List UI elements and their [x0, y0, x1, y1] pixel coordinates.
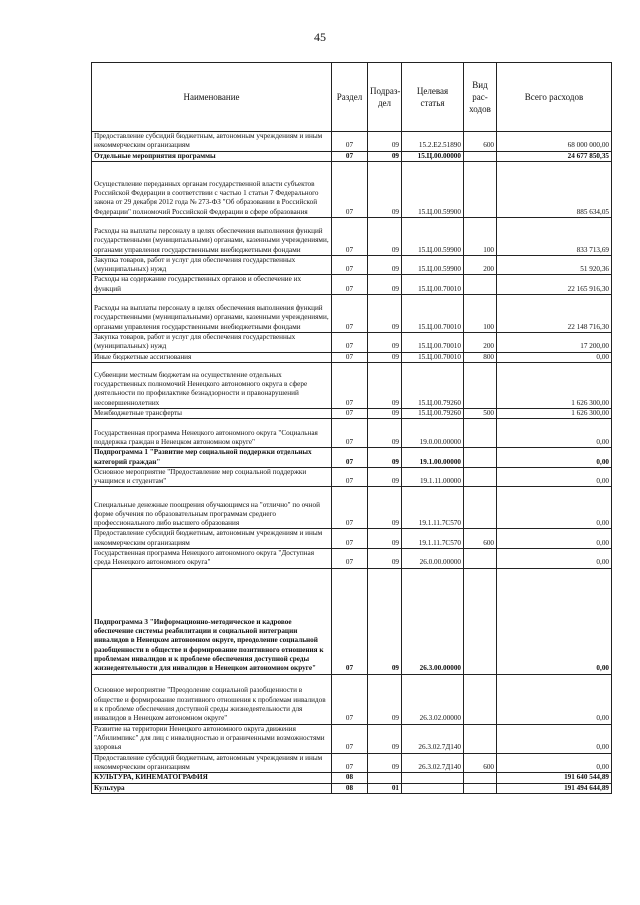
row-section: 07	[332, 295, 368, 333]
row-name: Закупка товаров, работ и услуг для обеспечения государственных (муниципальных) нужд	[92, 333, 332, 353]
row-name: Расходы на содержание государственных органов и обеспечение их функций	[92, 275, 332, 295]
row-amount: 191 640 544,89	[497, 773, 612, 783]
row-name: Государственная программа Ненецкого автономного округа "Доступная среда Ненецкого автономного округа"	[92, 549, 332, 569]
row-type	[464, 448, 497, 468]
row-section: 07	[332, 352, 368, 362]
row-section: 07	[332, 448, 368, 468]
row-subsection	[368, 773, 402, 783]
row-name: Расходы на выплаты персоналу в целях обеспечения выполнения функций государственными (муниципальными) органами, казенными учреждениями, органами управления государственными внебюджетными фондами	[92, 295, 332, 333]
row-subsection: 09	[368, 448, 402, 468]
row-type	[464, 487, 497, 529]
row-target: 15.Ц.00.79260	[402, 408, 464, 418]
table-row	[92, 753, 612, 773]
row-name: Отдельные мероприятия программы	[92, 151, 332, 161]
header-type: Вид рас-ходов	[464, 63, 497, 132]
table-row	[92, 295, 612, 333]
row-amount: 51 920,36	[497, 255, 612, 275]
row-target: 26.3.02.00000	[402, 674, 464, 724]
budget-table	[91, 62, 612, 794]
row-type: 100	[464, 295, 497, 333]
row-type	[464, 568, 497, 674]
row-amount: 0,00	[497, 674, 612, 724]
row-section: 07	[332, 333, 368, 353]
row-subsection: 09	[368, 753, 402, 773]
row-name: Расходы на выплаты персоналу в целях обеспечения выполнения функций государственными (муниципальными) органами, казенными учреждениями, органами управления государственными внебюджетными фондами	[92, 217, 332, 255]
row-type	[464, 773, 497, 783]
table-row	[92, 151, 612, 161]
table-row	[92, 467, 612, 487]
row-name: Специальные денежные поощрения обучающимся на "отлично" по очной форме обучения по образовательным программам среднего профессионального либо высшего образования	[92, 487, 332, 529]
row-target: 15.Ц.00.70010	[402, 295, 464, 333]
row-section: 07	[332, 408, 368, 418]
row-name: Подпрограмма 1 "Развитие мер социальной поддержки отдельных категорий граждан"	[92, 448, 332, 468]
row-target: 15.Ц.00.70010	[402, 352, 464, 362]
row-amount: 22 148 716,30	[497, 295, 612, 333]
table-row	[92, 161, 612, 217]
row-amount: 0,00	[497, 568, 612, 674]
row-section: 07	[332, 419, 368, 448]
row-subsection: 09	[368, 549, 402, 569]
table-row	[92, 487, 612, 529]
row-name: Предоставление субсидий бюджетным, автономным учреждениям и иным некоммерческим организациям	[92, 529, 332, 549]
row-type: 200	[464, 255, 497, 275]
header-subsection: Подраз-дел	[368, 63, 402, 132]
row-name: Развитие на территории Ненецкого автономного округа движения "Абилимпикс" для лиц с инвалидностью и ограниченными возможностями здоровья	[92, 724, 332, 753]
row-amount: 22 165 916,30	[497, 275, 612, 295]
header-section: Раздел	[332, 63, 368, 132]
row-target: 15.Ц.00.70010	[402, 275, 464, 295]
row-type: 500	[464, 408, 497, 418]
row-name: Предоставление субсидий бюджетным, автономным учреждениям и иным некоммерческим организациям	[92, 753, 332, 773]
row-target: 19.1.11.7С570	[402, 487, 464, 529]
row-type: 600	[464, 753, 497, 773]
row-target: 15.Ц.00.59900	[402, 161, 464, 217]
row-target: 19.1.11.00000	[402, 467, 464, 487]
row-section: 08	[332, 783, 368, 793]
row-section: 07	[332, 275, 368, 295]
row-subsection: 09	[368, 132, 402, 152]
row-section: 08	[332, 773, 368, 783]
row-section: 07	[332, 568, 368, 674]
row-type	[464, 724, 497, 753]
row-section: 07	[332, 487, 368, 529]
row-target: 26.3.00.00000	[402, 568, 464, 674]
row-type: 800	[464, 352, 497, 362]
table-row	[92, 448, 612, 468]
row-amount: 0,00	[497, 724, 612, 753]
row-subsection: 09	[368, 255, 402, 275]
row-type	[464, 419, 497, 448]
row-name: Предоставление субсидий бюджетным, автономным учреждениям и иным некоммерческим организациям	[92, 132, 332, 152]
row-section: 07	[332, 362, 368, 408]
row-subsection: 09	[368, 275, 402, 295]
row-subsection: 09	[368, 362, 402, 408]
table-row	[92, 408, 612, 418]
row-type	[464, 151, 497, 161]
table-row	[92, 568, 612, 674]
row-section: 07	[332, 549, 368, 569]
row-amount: 0,00	[497, 549, 612, 569]
table-row	[92, 773, 612, 783]
row-amount: 1 626 300,00	[497, 362, 612, 408]
row-subsection: 01	[368, 783, 402, 793]
row-target: 19.1.00.00000	[402, 448, 464, 468]
row-name: Субвенции местным бюджетам на осуществление отдельных государственных полномочий Ненецкого автономного округа в сфере деятельности по профилактике безнадзорности и правонарушений несовершеннолетних	[92, 362, 332, 408]
row-section: 07	[332, 529, 368, 549]
row-target: 26.3.02.7Д140	[402, 753, 464, 773]
table-row	[92, 132, 612, 152]
table-row	[92, 529, 612, 549]
table-row	[92, 352, 612, 362]
row-target: 19.1.11.7С570	[402, 529, 464, 549]
row-subsection: 09	[368, 529, 402, 549]
row-target	[402, 773, 464, 783]
row-type	[464, 674, 497, 724]
header-target: Целевая статья	[402, 63, 464, 132]
page-number: 45	[314, 30, 326, 44]
row-amount: 68 000 000,00	[497, 132, 612, 152]
row-section: 07	[332, 753, 368, 773]
row-subsection: 09	[368, 333, 402, 353]
table-row	[92, 783, 612, 793]
table-header-row	[92, 63, 612, 132]
row-type	[464, 161, 497, 217]
row-name: Культура	[92, 783, 332, 793]
row-section: 07	[332, 674, 368, 724]
table-row	[92, 275, 612, 295]
row-amount: 0,00	[497, 419, 612, 448]
row-name: Закупка товаров, работ и услуг для обеспечения государственных (муниципальных) нужд	[92, 255, 332, 275]
row-subsection: 09	[368, 352, 402, 362]
row-section: 07	[332, 467, 368, 487]
table-row	[92, 419, 612, 448]
table-row	[92, 333, 612, 353]
header-name: Наименование	[92, 63, 332, 132]
row-type: 600	[464, 529, 497, 549]
row-subsection: 09	[368, 467, 402, 487]
row-subsection: 09	[368, 295, 402, 333]
row-target: 19.0.00.00000	[402, 419, 464, 448]
row-type	[464, 549, 497, 569]
row-subsection: 09	[368, 161, 402, 217]
row-target: 15.2.Е2.51890	[402, 132, 464, 152]
table-row	[92, 255, 612, 275]
row-subsection: 09	[368, 674, 402, 724]
row-amount: 0,00	[497, 448, 612, 468]
row-subsection: 09	[368, 217, 402, 255]
row-name: КУЛЬТУРА, КИНЕМАТОГРАФИЯ	[92, 773, 332, 783]
row-name: Подпрограмма 3 "Информационно-методическое и кадровое обеспечение системы реабилитации и социальной интеграции инвалидов в Ненецком автономном округе, преодоление социальной разобщенности в обществе и формирование позитивного отношения к проблемам инвалидов и к проблеме обеспечения доступной среды жизнедеятельности для инвалидов в Ненецком автономном округе"	[92, 568, 332, 674]
row-amount: 191 494 644,89	[497, 783, 612, 793]
row-subsection: 09	[368, 408, 402, 418]
row-name: Иные бюджетные ассигнования	[92, 352, 332, 362]
row-type	[464, 275, 497, 295]
row-target: 15.Ц.00.70010	[402, 333, 464, 353]
row-name: Основное мероприятие "Преодоление социальной разобщенности в обществе и формирование позитивного отношения к проблемам инвалидов и к проблеме обеспечения доступной среды жизнедеятельности для инвалидов в Ненецком автономном округе"	[92, 674, 332, 724]
row-amount: 0,00	[497, 753, 612, 773]
row-subsection: 09	[368, 419, 402, 448]
row-amount: 0,00	[497, 487, 612, 529]
row-amount: 0,00	[497, 352, 612, 362]
table-row	[92, 362, 612, 408]
table-row	[92, 724, 612, 753]
row-target: 15.Ц.00.59900	[402, 217, 464, 255]
row-section: 07	[332, 255, 368, 275]
row-name: Основное мероприятие "Предоставление мер социальной поддержки учащимся и студентам"	[92, 467, 332, 487]
row-name: Осуществление переданных органам государственной власти субъектов Российской Федерации в соответствии с частью 1 статьи 7 Федерального закона от 29 декабря 2012 года № 273-ФЗ "Об образовании в Российской Федерации" полномочий Российской Федерации в сфере образования	[92, 161, 332, 217]
row-section: 07	[332, 724, 368, 753]
row-amount: 885 634,05	[497, 161, 612, 217]
row-target	[402, 783, 464, 793]
row-type: 200	[464, 333, 497, 353]
row-type: 600	[464, 132, 497, 152]
row-name: Межбюджетные трансферты	[92, 408, 332, 418]
table-row	[92, 549, 612, 569]
row-target: 15.Ц.00.59900	[402, 255, 464, 275]
row-target: 15.Ц.00.79260	[402, 362, 464, 408]
row-subsection: 09	[368, 151, 402, 161]
row-subsection: 09	[368, 568, 402, 674]
row-section: 07	[332, 217, 368, 255]
row-type: 100	[464, 217, 497, 255]
row-type	[464, 362, 497, 408]
row-amount: 0,00	[497, 467, 612, 487]
row-section: 07	[332, 151, 368, 161]
row-subsection: 09	[368, 487, 402, 529]
table-row	[92, 217, 612, 255]
row-amount: 17 200,00	[497, 333, 612, 353]
row-type	[464, 783, 497, 793]
row-amount: 1 626 300,00	[497, 408, 612, 418]
row-name: Государственная программа Ненецкого автономного округа "Социальная поддержка граждан в Ненецком автономном округе"	[92, 419, 332, 448]
row-target: 26.0.00.00000	[402, 549, 464, 569]
row-amount: 833 713,69	[497, 217, 612, 255]
row-section: 07	[332, 132, 368, 152]
row-section: 07	[332, 161, 368, 217]
row-target: 26.3.02.7Д140	[402, 724, 464, 753]
header-total: Всего расходов	[497, 63, 612, 132]
row-subsection: 09	[368, 724, 402, 753]
table-row	[92, 674, 612, 724]
row-type	[464, 467, 497, 487]
row-amount: 0,00	[497, 529, 612, 549]
row-amount: 24 677 850,35	[497, 151, 612, 161]
row-target: 15.Ц.00.00000	[402, 151, 464, 161]
